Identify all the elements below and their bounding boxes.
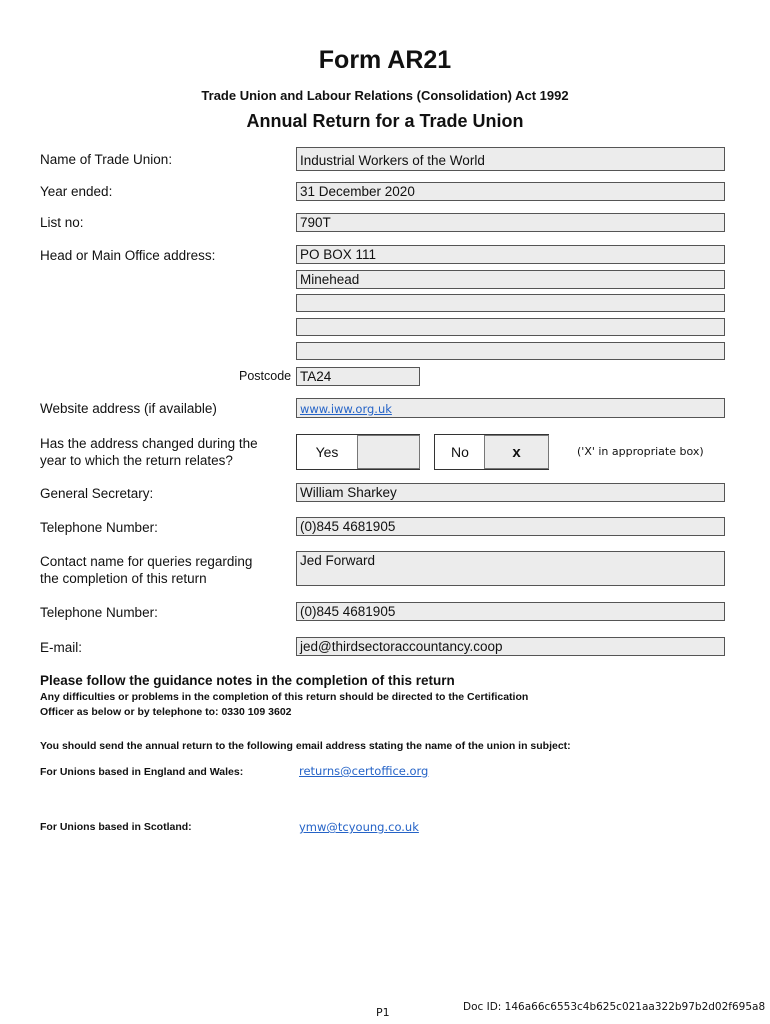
address-changed-label-line-2: year to which the return relates? (40, 453, 233, 468)
email-label: E-mail: (40, 640, 83, 655)
england-wales-label: For Unions based in England and Wales: (40, 766, 244, 778)
form-title: Form AR21 (318, 46, 452, 74)
telephone-label: Telephone Number: (40, 520, 158, 535)
address-line-5-field[interactable] (296, 342, 725, 360)
no-label: No (451, 444, 469, 460)
address-line-3-field[interactable] (296, 294, 725, 312)
telephone-field[interactable]: (0)845 4681905 (296, 517, 725, 536)
website-field[interactable] (296, 398, 725, 418)
no-checkbox[interactable]: x (484, 435, 549, 469)
act-title: Trade Union and Labour Relations (Consolidation) Act 1992 (201, 88, 569, 103)
yes-label: Yes (315, 444, 339, 460)
page-number: P1 (376, 1006, 390, 1019)
address-label: Head or Main Office address: (40, 248, 216, 263)
yes-option-group (296, 434, 420, 470)
trade-union-name-label: Name of Trade Union: (40, 152, 173, 167)
general-secretary-label: General Secretary: (40, 486, 154, 501)
contact-label-line-2: the completion of this return (40, 571, 207, 586)
guidance-line-2: Officer as below or by telephone to: 0330 109 3602 (40, 706, 292, 718)
year-ended-label: Year ended: (40, 184, 113, 199)
list-no-label: List no: (40, 215, 84, 230)
contact-name-field[interactable]: Jed Forward (296, 551, 725, 586)
yes-checkbox[interactable] (357, 435, 420, 469)
address-line-1-field[interactable]: PO BOX 111 (296, 245, 725, 264)
england-wales-email-link[interactable]: returns@certoffice.org (299, 764, 429, 778)
general-secretary-field[interactable]: William Sharkey (296, 483, 725, 502)
checkbox-note: ('X' in appropriate box) (577, 445, 704, 458)
postcode-field[interactable]: TA24 (296, 367, 420, 386)
telephone-2-label: Telephone Number: (40, 605, 158, 620)
postcode-label: Postcode (239, 369, 292, 383)
contact-label-line-1: Contact name for queries regarding (40, 554, 253, 569)
telephone-2-field[interactable]: (0)845 4681905 (296, 602, 725, 621)
guidance-heading: Please follow the guidance notes in the completion of this return (40, 673, 455, 688)
address-line-4-field[interactable] (296, 318, 725, 336)
scotland-email-link[interactable]: ymw@tcyoung.co.uk (299, 820, 419, 834)
address-changed-label-line-1: Has the address changed during the (40, 436, 258, 451)
send-note: You should send the annual return to the following email address stating the name of the union in subject: (40, 740, 571, 752)
address-line-2-field[interactable]: Minehead (296, 270, 725, 289)
trade-union-name-field[interactable]: Industrial Workers of the World (296, 147, 725, 171)
no-option-group (434, 434, 549, 470)
website-label: Website address (if available) (40, 401, 217, 416)
year-ended-field[interactable]: 31 December 2020 (296, 182, 725, 201)
scotland-label: For Unions based in Scotland: (40, 821, 192, 833)
guidance-line-1: Any difficulties or problems in the completion of this return should be directed to the Certification (40, 691, 529, 703)
website-link[interactable]: www.iww.org.uk (300, 402, 392, 416)
doc-id: Doc ID: 146a66c6553c4b625c021aa322b97b2d02f695a8 (463, 1001, 766, 1013)
return-heading: Annual Return for a Trade Union (246, 111, 524, 131)
list-no-field[interactable]: 790T (296, 213, 725, 232)
email-field[interactable]: jed@thirdsectoraccountancy.coop (296, 637, 725, 656)
